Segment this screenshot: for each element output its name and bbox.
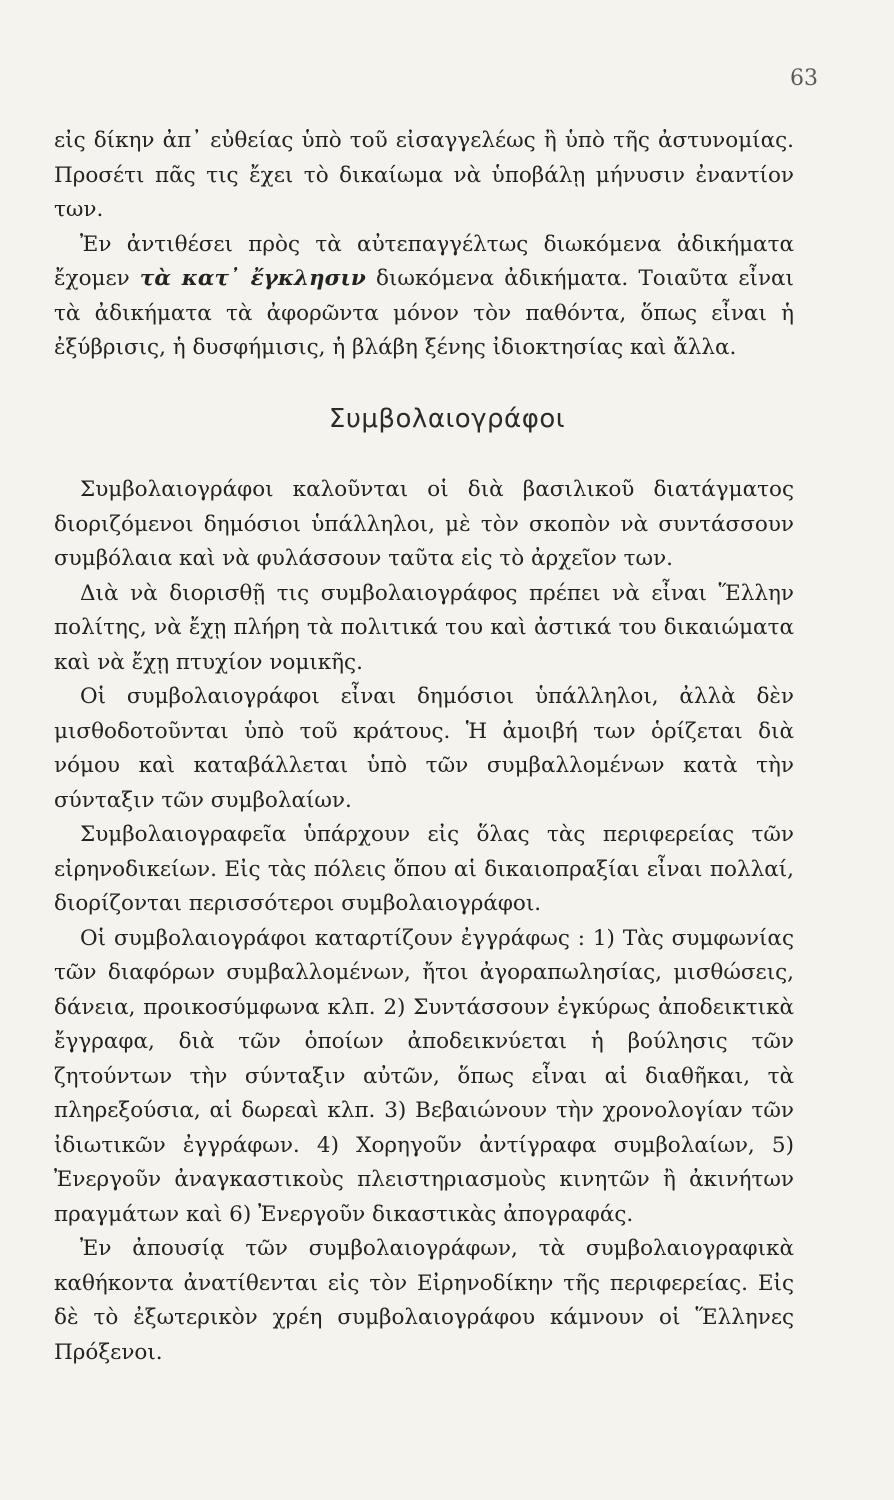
paragraph-kat-egklisin [54, 228, 794, 366]
page-number: 63 [790, 66, 818, 91]
paragraph-offices: Συμβολαιογραφεῖα ὑπάρχουν εἰς ὅλας τὰς περιφερείας τῶν εἰρηνοδικείων. Εἰς τὰς πόλεις ὅπου αἱ δικαιοπραξίαι εἶναι πολλαί, διορίζονται περισσότεροι συμβολαιογράφοι. [54, 822, 794, 916]
section-heading: Συμβολαιογράφοι [328, 404, 566, 434]
top-text-block [54, 124, 794, 366]
paragraph-duties: Οἱ συμβολαιογράφοι καταρτίζουν ἐγγράφως : 1) Τὰς συμφωνίας τῶν διαφόρων συμβαλλομένων, ἤτοι ἀγοραπωλησίας, μισθώσεις, δάνεια, προικοσύμφωνα κλπ. 2) Συντάσσουν ἐγκύρως ἀποδεικτικὰ ἔγγραφα, διὰ τῶν ὁποίων ἀποδεικνύεται ἡ βούλησις τῶν ζητούντων τὴν σύνταξιν αὐτῶν, ὅπως εἶναι αἱ διαθῆκαι, τὰ πληρεξούσια, αἱ δωρεαὶ κλπ. 3) Βεβαιώνουν τὴν χρονολογίαν τῶν ἰδιωτικῶν ἐγγράφων. 4) Χορηγοῦν ἀντίγραφα συμβολαίων, 5) Ἐνεργοῦν ἀναγκαστικοὺς πλειστηριασμοὺς κινητῶν ἢ ἀκινήτων πραγμάτων καὶ 6) Ἐνεργοῦν δικαστικὰς ἀπογραφάς. [54, 925, 794, 1227]
paragraph-definition: Συμβολαιογράφοι καλοῦνται οἱ διὰ βασιλικοῦ διατάγματος διοριζόμενοι δημόσιοι ὑπάλληλοι, μὲ τὸν σκοπὸν νὰ συντάσσουν συμβόλαια καὶ νὰ φυλάσσουν ταῦτα εἰς τὸ ἀρχεῖον των. [54, 477, 794, 571]
paragraph-text-after: διωκόμενα ἀδικήματα. Τοιαῦτα εἶναι τὰ ἀδικήματα τὰ ἀφορῶντα μόνον τὸν παθόντα, ὅπως εἶναι ἡ ἐξύβρισις, ἡ δυσφήμισις, ἡ βλάβη ξένης ἰδιοκτησίας καὶ ἄλλα. [54, 266, 794, 360]
paragraph-qualifications: Διὰ νὰ διορισθῇ τις συμβολαιογράφος πρέπει νὰ εἶναι Ἕλλην πολίτης, νὰ ἔχῃ πλήρη τὰ πολιτικά του καὶ ἀστικά του δικαιώματα καὶ νὰ ἔχῃ πτυχίον νομικῆς. [54, 580, 794, 675]
paragraph-continued: εἰς δίκην ἀπ᾽ εὐθείας ὑπὸ τοῦ εἰσαγγελέως ἢ ὑπὸ τῆς ἀστυνομίας. Προσέτι πᾶς τις ἔχει τὸ δικαίωμα νὰ ὑποβάλῃ μήνυσιν ἐναντίον των. [54, 128, 794, 222]
emphasized-term: τὰ κατ᾽ ἔγκλησιν [139, 266, 366, 291]
paragraph-text-before: Ἐν ἀντιθέσει πρὸς τὰ αὐτεπαγγέλτως διωκόμενα ἀδικήματα ἔχομεν [54, 231, 794, 291]
main-text-block [54, 473, 794, 1370]
paragraph-remuneration: Οἱ συμβολαιογράφοι εἶναι δημόσιοι ὑπάλληλοι, ἀλλὰ δὲν μισθοδοτοῦνται ὑπὸ τοῦ κράτους. Ἡ ἀμοιβή των ὁρίζεται διὰ νόμου καὶ καταβάλλεται ὑπὸ τῶν συμβαλλομένων κατὰ τὴν σύνταξιν τῶν συμβολαίων. [54, 684, 794, 813]
paragraph-absence: Ἐν ἀπουσίᾳ τῶν συμβολαιογράφων, τὰ συμβολαιογραφικὰ καθήκοντα ἀνατίθενται εἰς τὸν Εἰρηνοδίκην τῆς περιφερείας. Εἰς δὲ τὸ ἐξωτερικὸν χρέη συμβολαιογράφου κάμνουν οἱ Ἕλληνες Πρόξενοι. [54, 1236, 794, 1365]
